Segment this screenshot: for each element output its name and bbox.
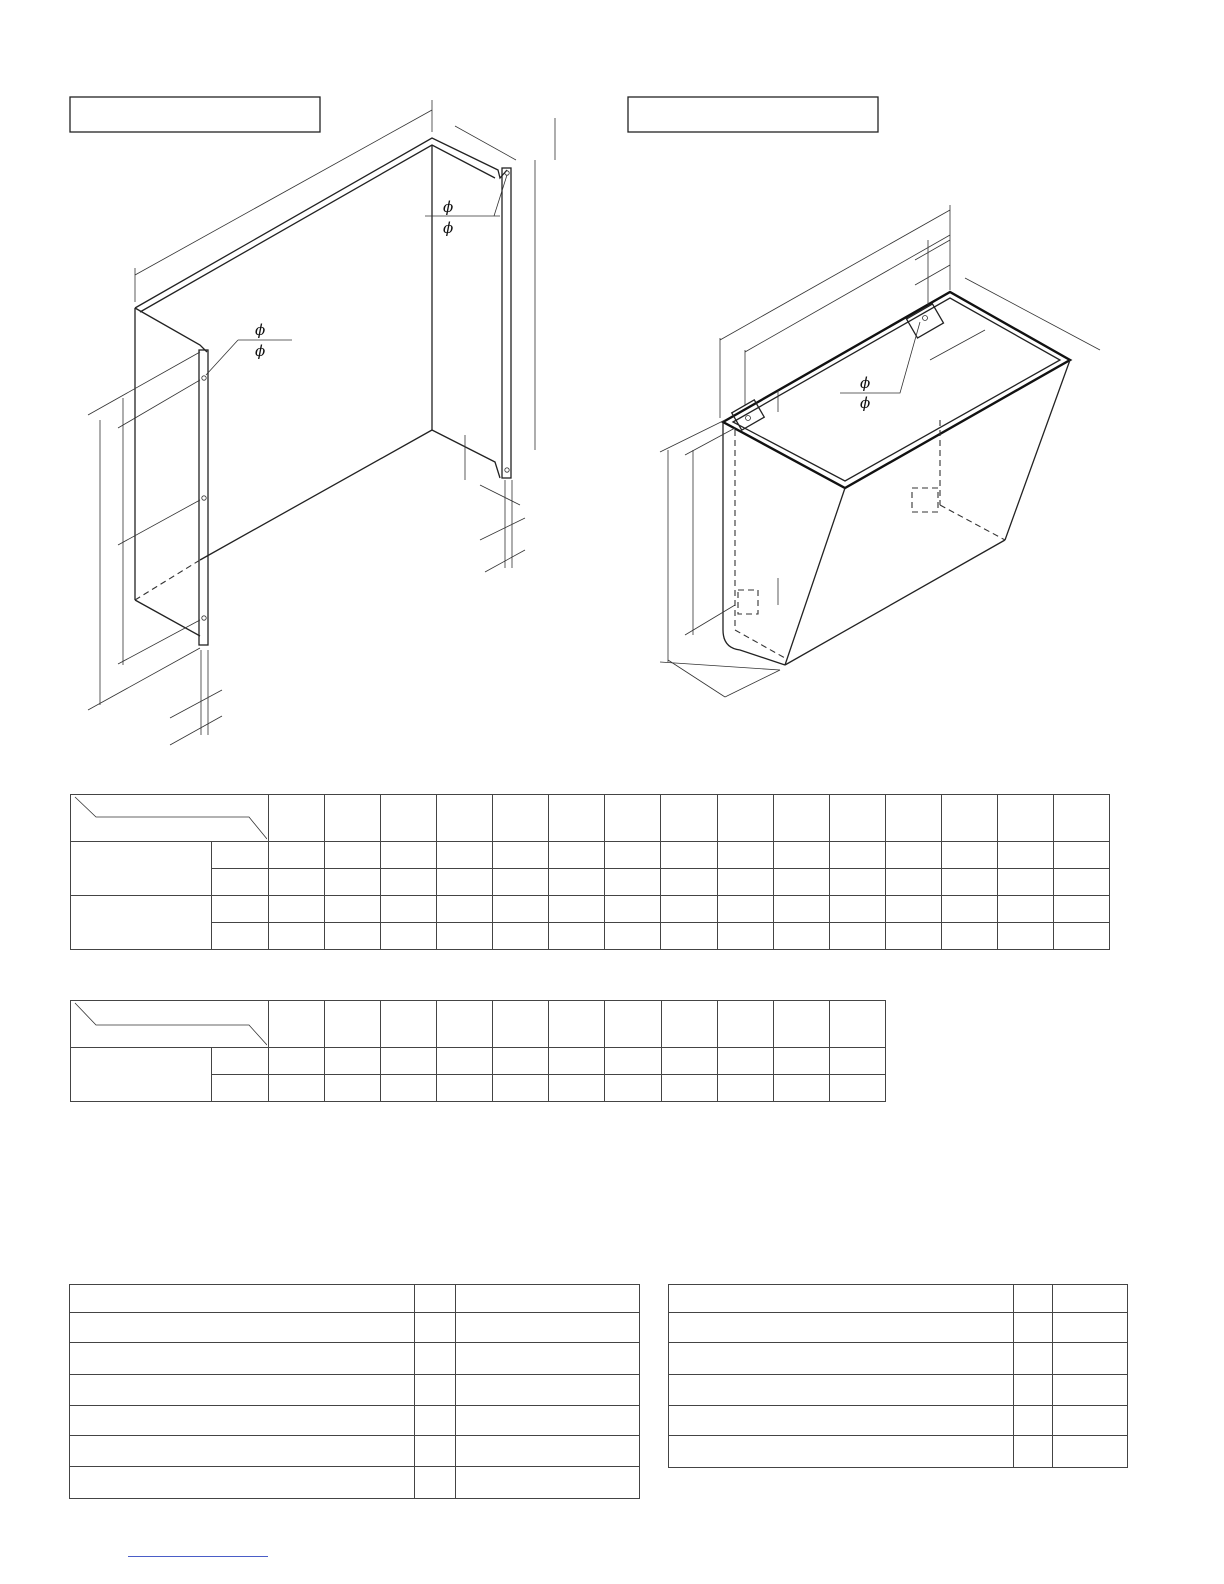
parts-note-cell	[1053, 1285, 1128, 1313]
dimension-table-a	[70, 794, 1110, 950]
table-row-header	[71, 842, 212, 896]
table-row-header	[71, 1048, 212, 1102]
parts-note-cell	[456, 1285, 640, 1313]
table-cell	[885, 795, 941, 842]
table-subheader	[212, 869, 269, 896]
corner-slash	[71, 795, 267, 842]
corner-slash	[71, 1001, 267, 1048]
diameter-symbol: ϕ	[860, 374, 871, 392]
parts-name-cell	[669, 1285, 1014, 1313]
right-view-title-box	[628, 97, 878, 132]
right-tray-drawing	[660, 205, 1100, 697]
diameter-symbol: ϕ	[255, 342, 266, 360]
table-cell	[437, 795, 493, 842]
parts-qty-cell	[1014, 1285, 1053, 1313]
dimension-table-b	[70, 1000, 886, 1102]
table-subheader	[212, 896, 269, 923]
table-cell	[829, 795, 885, 842]
technical-drawing	[0, 0, 1224, 780]
left-view-title-box	[70, 97, 320, 132]
table-a-corner-header	[71, 795, 269, 842]
table-subheader	[212, 842, 269, 869]
table-cell	[605, 795, 661, 842]
table-cell	[269, 795, 325, 842]
left-bracket-drawing	[88, 100, 555, 745]
diameter-symbol: ϕ	[860, 394, 871, 412]
table-cell	[493, 795, 549, 842]
table-subheader	[212, 1048, 269, 1075]
diameter-symbol: ϕ	[443, 198, 454, 216]
parts-list-left	[69, 1284, 640, 1499]
parts-qty-cell	[415, 1285, 456, 1313]
table-cell	[325, 795, 381, 842]
table-cell	[549, 795, 605, 842]
table-cell	[1053, 795, 1109, 842]
table-subheader	[212, 923, 269, 950]
table-cell	[717, 795, 773, 842]
parts-name-cell	[70, 1285, 415, 1313]
table-row-header	[71, 896, 212, 950]
parts-list-right	[668, 1284, 1128, 1468]
diameter-symbol: ϕ	[255, 321, 266, 339]
table-b-corner-header	[71, 1001, 269, 1048]
table-cell	[661, 795, 717, 842]
table-cell	[773, 795, 829, 842]
footer-link-underline[interactable]	[128, 1556, 268, 1557]
table-subheader	[212, 1075, 269, 1102]
table-cell	[997, 795, 1053, 842]
table-cell	[941, 795, 997, 842]
table-cell	[381, 795, 437, 842]
diameter-symbol: ϕ	[443, 219, 454, 237]
